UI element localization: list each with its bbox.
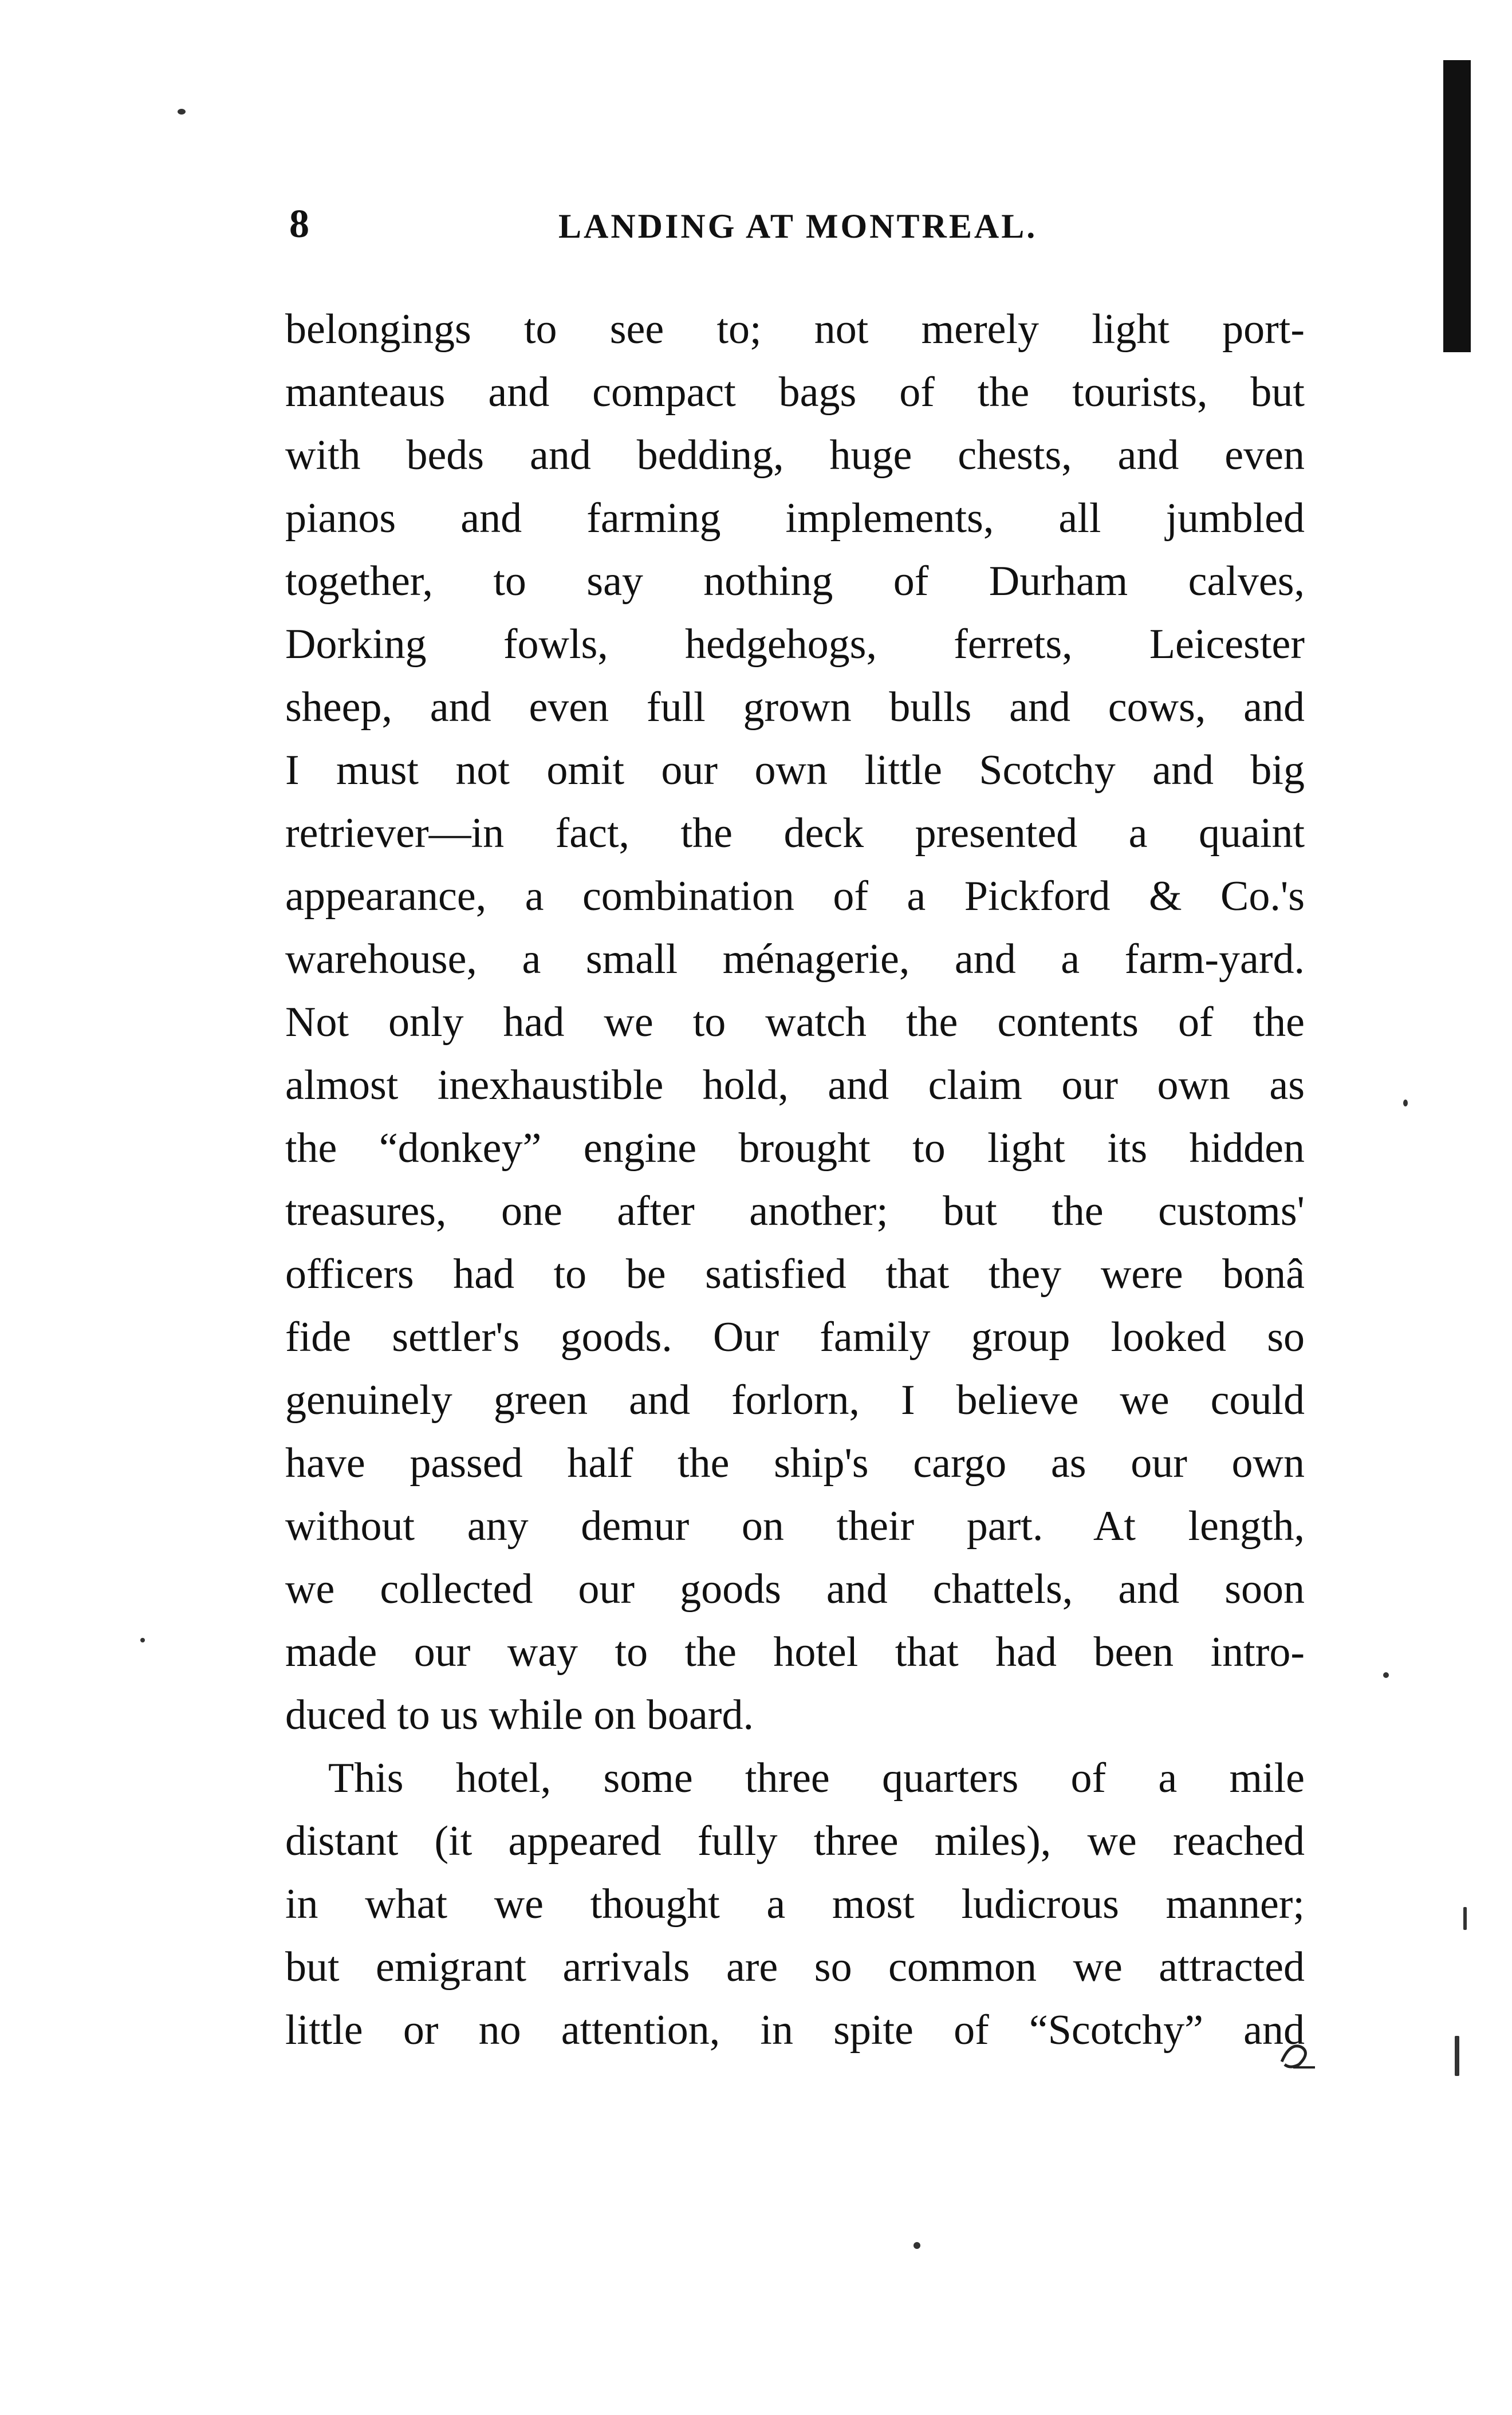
text-line: almost inexhaustible hold, and claim our own as (285, 1062, 1305, 1109)
text-line: together, to say nothing of Durham calves, (285, 558, 1305, 605)
page-number: 8 (289, 202, 309, 246)
scan-speck (914, 2242, 920, 2249)
scan-speck (1403, 1100, 1408, 1106)
text-line: belongings to see to; not merely light port- (285, 306, 1305, 353)
text-line: manteaus and compact bags of the tourists, but (285, 369, 1305, 416)
scan-speck (1455, 2036, 1459, 2076)
text-line: with beds and bedding, huge chests, and even (285, 432, 1305, 479)
text-line: distant (it appeared fully three miles), we reached (285, 1818, 1305, 1865)
text-line: pianos and farming implements, all jumbled (285, 495, 1305, 542)
text-line: without any demur on their part. At length, (285, 1503, 1305, 1550)
paragraph-end-line: duced to us while on board. (285, 1692, 754, 1739)
text-line: little or no attention, in spite of “Scotchy” and (285, 2007, 1305, 2054)
text-line: officers had to be satisfied that they were bonâ (285, 1251, 1305, 1298)
scan-speck (178, 109, 186, 115)
text-line: genuinely green and forlorn, I believe we could (285, 1377, 1305, 1424)
text-line: have passed half the ship's cargo as our own (285, 1440, 1305, 1487)
text-line: made our way to the hotel that had been intro- (285, 1629, 1305, 1676)
text-line: treasures, one after another; but the customs' (285, 1188, 1305, 1235)
text-line: but emigrant arrivals are so common we attracted (285, 1944, 1305, 1991)
text-line: retriever—in fact, the deck presented a quaint (285, 810, 1305, 857)
text-line: Dorking fowls, hedgehogs, ferrets, Leicester (285, 621, 1305, 668)
page-edge-scan-bar (1443, 60, 1471, 352)
scan-speck (1383, 1672, 1389, 1678)
body-text (285, 298, 1305, 2062)
text-line: warehouse, a small ménagerie, and a farm-yard. (285, 936, 1305, 983)
text-line: sheep, and even full grown bulls and cows, and (285, 684, 1305, 731)
text-line: Not only had we to watch the contents of the (285, 999, 1305, 1046)
scan-speck (140, 1638, 145, 1642)
ink-smudge-icon (1276, 2036, 1316, 2070)
scan-speck (1463, 1907, 1467, 1930)
running-head: LANDING AT MONTREAL. (558, 207, 1038, 245)
text-line: fide settler's goods. Our family group looked so (285, 1314, 1305, 1361)
text-line: I must not omit our own little Scotchy and big (285, 747, 1305, 794)
text-line: in what we thought a most ludicrous manner; (285, 1881, 1305, 1928)
text-line: we collected our goods and chattels, and soon (285, 1566, 1305, 1613)
paragraph-start-line: This hotel, some three quarters of a mile (328, 1755, 1305, 1802)
text-line: the “donkey” engine brought to light its hidden (285, 1125, 1305, 1172)
text-line: appearance, a combination of a Pickford & Co.'s (285, 873, 1305, 920)
page-header (289, 202, 1320, 247)
